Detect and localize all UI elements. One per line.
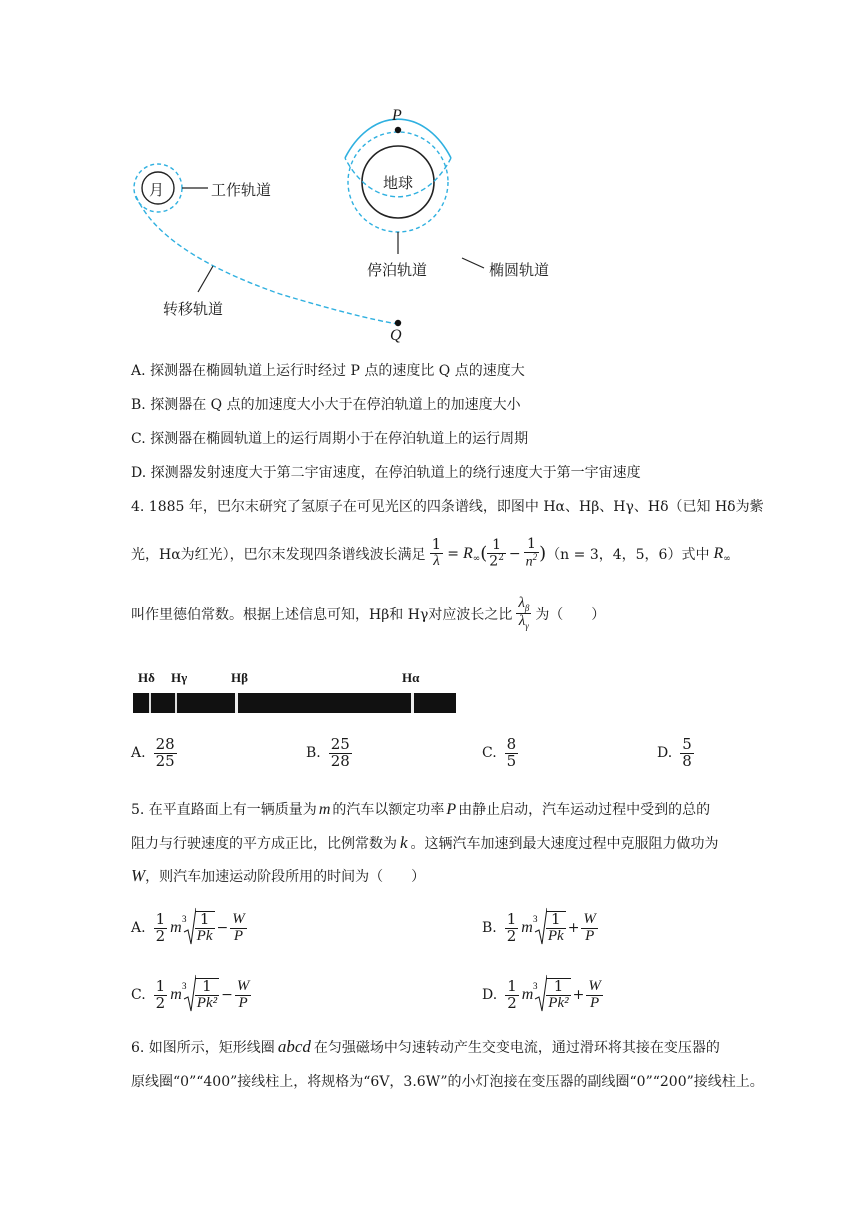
- orbit-diagram: [0, 0, 860, 345]
- q6-line-2: 原线圈“0”“400”接线柱上，将规格为“6V，3.6W”的小灯泡接在变压器的副线圈“0”“200”接线柱上。: [131, 1074, 764, 1090]
- ellipse-orbit-pointer: [462, 258, 484, 268]
- spectrum-label-delta: Hδ: [138, 670, 155, 685]
- q4-line-1: 4. 1885 年，巴尔末研究了氢原子在可见光区的四条谱线，即图中 Hα、Hβ、Hγ、Hδ（已知 Hδ为紫: [131, 499, 764, 515]
- svg-text:3: 3: [181, 914, 187, 924]
- spectrum-label-gamma: Hγ: [171, 670, 188, 685]
- q3-option-a: A. 探测器在椭圆轨道上运行时经过 P 点的速度比 Q 点的速度大: [131, 363, 525, 379]
- q5-option-c: C. $\frac{1}{2}$ m 3 $\frac{1}{\text{Pk²}}$ − $\frac{W}{P}$: [131, 976, 250, 1012]
- moon-label: 月: [149, 181, 165, 199]
- svg-text:3: 3: [532, 914, 538, 924]
- spectrum-line-delta: [149, 693, 151, 713]
- svg-text:3: 3: [181, 981, 187, 991]
- point-p-dot: [395, 127, 401, 133]
- spectrum-label-alpha: Hα: [402, 670, 420, 685]
- q4-option-d: D. $\frac{5}{8}$: [657, 735, 692, 770]
- q4-line-2-condition: （n = 3，4，5，6）式中: [546, 546, 710, 563]
- q6-line-1: 6. 如图所示，矩形线圈 abcd 在匀强磁场中匀速转动产生交变电流，通过滑环将其接在变压器的: [131, 1037, 720, 1056]
- q5-option-a: A. $\frac{1}{2}$ m 3 $\frac{1}{Pk}$ − $\frac{W}{P}$: [131, 909, 245, 945]
- q4-line-3-answer: 为（ ）: [535, 606, 606, 623]
- q4-line-3-text: 叫作里德伯常数。根据上述信息可知，Hβ和 Hγ对应波长之比: [131, 606, 513, 623]
- q5-line-3: W，则汽车加速运动阶段所用的时间为（ ）: [131, 866, 426, 885]
- point-q-dot: [395, 320, 401, 326]
- spectrum-label-beta: Hβ: [231, 670, 248, 685]
- wavelength-ratio: $\frac{\lambda_\beta}{\lambda_\gamma}$: [518, 595, 530, 632]
- q4-option-c: C. $\frac{8}{5}$: [482, 735, 517, 770]
- q4-option-a: A. $\frac{28}{25}$: [131, 735, 175, 770]
- balmer-formula: $\frac{1}{\lambda}$ = R ∞ ( $\frac{1}{2^2}$ − $\frac{1}{n^2}$ ): [431, 535, 547, 570]
- ellipse-orbit-label: 椭圆轨道: [489, 261, 550, 279]
- transfer-orbit-pointer: [198, 266, 213, 292]
- transfer-orbit-label: 转移轨道: [163, 300, 224, 318]
- svg-text:3: 3: [533, 981, 538, 991]
- point-p-label: P: [392, 107, 402, 124]
- q4-option-b: B. $\frac{25}{28}$: [306, 735, 350, 770]
- q4-line-2-text: 光，Hα为红光），巴尔末发现四条谱线波长满足: [131, 546, 426, 563]
- q5-line-1: 5. 在平直路面上有一辆质量为 m 的汽车以额定功率 P 由静止启动，汽车运动过程中受到的总的: [131, 801, 711, 818]
- q4-line-3: [131, 596, 605, 632]
- q5-option-b: B. $\frac{1}{2}$ m 3 $\frac{1}{Pk}$ + $\frac{W}{P}$: [482, 909, 596, 945]
- spectrum-bar: [133, 693, 456, 713]
- q4-line-2: 光，Hα为红光），巴尔末发现四条谱线波长满足 $\frac{1}{\lambda}$ = R ∞ ( $\frac{1}{2^2}$ − $\frac{1}{n^2}$ ) （n = 3，4，5，6）式中 R ∞: [131, 535, 731, 570]
- earth-label: 地球: [383, 174, 414, 192]
- q3-option-c: C. 探测器在椭圆轨道上的运行周期小于在停泊轨道上的运行周期: [131, 431, 529, 447]
- q3-option-b: B. 探测器在 Q 点的加速度大小大于在停泊轨道上的加速度大小: [131, 397, 521, 413]
- spectrum-line-alpha: [411, 693, 414, 713]
- q5-line-2: 阻力与行驶速度的平方成正比，比例常数为 k 。这辆汽车加速到最大速度过程中克服阻力做功为: [131, 833, 719, 852]
- q3-option-d: D. 探测器发射速度大于第二宇宙速度，在停泊轨道上的绕行速度大于第一宇宙速度: [131, 465, 641, 481]
- work-orbit-label: 工作轨道: [211, 181, 272, 199]
- q5-option-d: D. $\frac{1}{2}$ m 3 $\frac{1}{\text{Pk²}}$ + $\frac{W}{P}$: [482, 976, 601, 1012]
- spectrum-line-gamma: [175, 693, 177, 713]
- point-q-label: Q: [390, 327, 402, 344]
- parking-orbit-label: 停泊轨道: [367, 261, 428, 279]
- spectrum-line-beta: [235, 693, 238, 713]
- ellipse-orbit-solid-arc: [345, 119, 451, 158]
